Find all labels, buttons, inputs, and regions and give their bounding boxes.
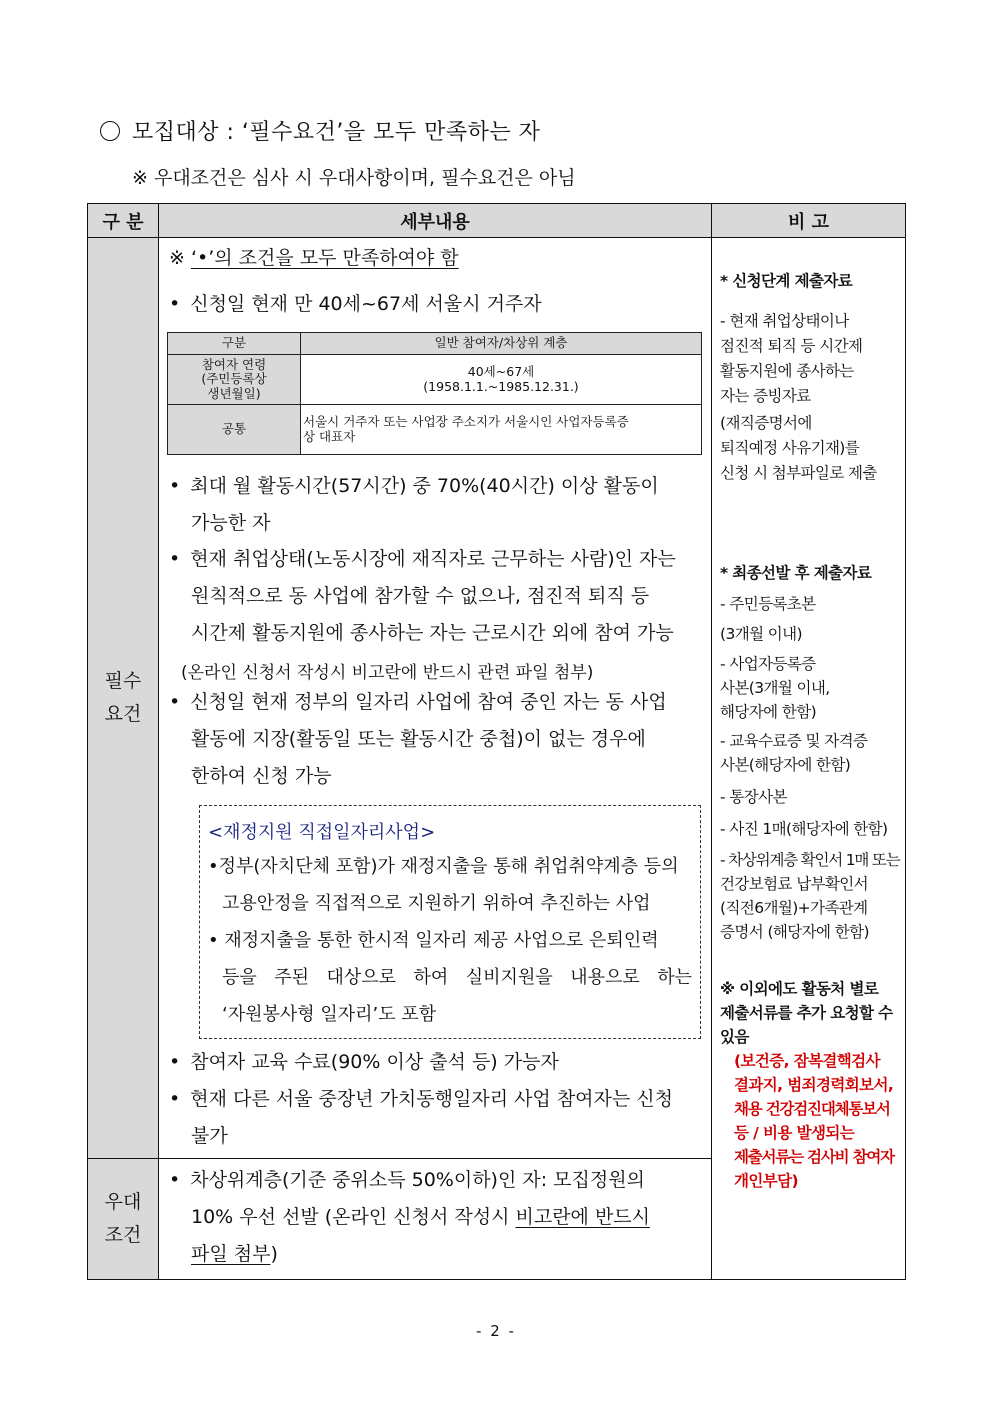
req-line-2: 가능한 자 [191,512,271,534]
box-title: <재정지원 직접일자리사업> [208,822,436,843]
pref-line-1: • 차상위계층(기준 중위소득 50%이하)인 자: 모집정원의 [169,1162,703,1199]
req-line-11: • 현재 다른 서울 중장년 가치동행일자리 사업 참여자는 신청 [169,1081,703,1118]
direct-job-project-box [199,805,701,1039]
preferred-details [159,1159,712,1280]
final-stage-title: * 최종선발 후 제출자료 [720,564,872,582]
subtable-age-value [301,355,702,405]
red-line-2: 결과지, 범죄경력회보서, [734,1076,894,1094]
final-line-3: - 사업자등록증 [720,655,816,673]
common-value-2: 상 대표자 [303,428,356,444]
subtable-common-label: 공통 [168,405,301,455]
subtable-common-value [301,405,702,455]
age-subtable [167,332,702,455]
remarks-cell [712,238,906,1280]
category-required [88,238,159,1159]
extra-line-1: ※ 이외에도 활동처 별로 [720,980,879,998]
preference-note: ※ 우대조건은 심사 시 우대사항이며, 필수요건은 아님 [132,167,576,189]
required-details [159,238,712,1159]
header-details: 세부내용 [159,204,712,238]
red-line-6: 개인부담) [734,1172,798,1190]
req-line-6: (온라인 신청서 작성시 비고란에 반드시 관련 파일 첨부) [181,663,594,683]
intro-underlined: ‘•’의 조건을 모두 만족하여야 함 [190,247,459,269]
subtable-age-label [168,355,301,405]
final-line-9: - 사진 1매(해당자에 한함) [720,820,888,838]
pref-line-3-end: ) [270,1243,278,1265]
condition-intro [169,240,703,277]
req-line-7: • 신청일 현재 정부의 일자리 사업에 참여 중인 자는 동 사업 [169,684,703,721]
req-line-4: 원칙적으로 동 사업에 참가할 수 없으나, 점진적 퇴직 등 [191,585,650,607]
apply-line-4: 자는 증빙자료 [720,387,811,405]
age-condition: • 신청일 현재 만 40세~67세 서울시 거주자 [169,286,703,323]
age-value-1: 40세~67세 [467,364,535,380]
box-line-4: 등을 주된 대상으로 하여 실비지원을 내용으로 하는 [222,967,692,988]
apply-line-2: 점진적 퇴직 등 시간제 [720,337,863,355]
age-label-1: 참여자 연령 [201,356,267,372]
age-value-2: (1958.1.1.~1985.12.31.) [423,378,579,394]
final-line-12: (직전6개월)+가족관계 [720,899,868,917]
category-preferred [88,1159,159,1280]
apply-stage-title: * 신청단계 제출자료 [720,272,853,290]
red-line-4: 등 / 비용 발생되는 [734,1124,855,1142]
box-line-5: ‘자원봉사형 일자리’도 포함 [222,1004,437,1025]
box-line-3: • 재정지출을 통한 한시적 일자리 제공 사업으로 은퇴인력 [208,930,659,951]
age-label-3: 생년월일) [207,385,261,401]
final-line-7: 사본(해당자에 한함) [720,756,851,774]
box-line-2: 고용안정을 직접적으로 지원하기 위하여 추진하는 사업 [222,893,651,914]
apply-line-6: 퇴직예정 사유기재)를 [720,439,860,457]
red-line-5: 제출서류는 검사비 참여자 [734,1148,894,1166]
header-remarks: 비 고 [712,204,906,238]
intro-prefix: ※ [169,247,191,269]
category-preferred-line1: 우대 [104,1190,142,1213]
final-line-13: 증명서 (해당자에 한함) [720,923,869,941]
requirements-table [87,203,906,1280]
final-line-1: - 주민등록초본 [720,595,816,613]
req-line-5: 시간제 활동지원에 종사하는 자는 근로시간 외에 참여 가능 [191,622,674,644]
circle-bullet-icon [100,121,120,141]
extra-line-3: 있음 [720,1028,749,1046]
final-line-6: - 교육수료증 및 자격증 [720,732,868,750]
header-category: 구 분 [88,204,159,238]
apply-line-7: 신청 시 첨부파일로 제출 [720,464,877,482]
req-line-1: • 최대 월 활동시간(57시간) 중 70%(40시간) 이상 활동이 [169,468,703,505]
red-line-3: 채용 건강검진대체통보서 [734,1100,890,1118]
apply-line-1: - 현재 취업상태이나 [720,312,849,330]
age-label-2: (주민등록상 [201,371,267,387]
page-number: - 2 - [476,1322,516,1340]
pref-line-2 [191,1199,703,1236]
final-line-11: 건강보험료 납부확인서 [720,875,869,893]
category-required-line1: 필수 [104,669,142,692]
req-line-8: 활동에 지장(활동일 또는 활동시간 중첩)이 없는 경우에 [191,728,646,750]
apply-line-5: (재직증명서에 [720,414,812,432]
req-line-12: 불가 [191,1125,228,1147]
final-line-4: 사본(3개월 이내, [720,679,830,697]
pref-line-2-plain: 10% 우선 선발 (온라인 신청서 작성시 [191,1206,516,1228]
category-preferred-line2: 조건 [104,1224,142,1246]
final-line-5: 해당자에 한함) [720,703,817,721]
pref-line-2-underlined: 비고란에 반드시 [515,1206,651,1228]
req-line-10: • 참여자 교육 수료(90% 이상 출석 등) 가능자 [169,1044,703,1081]
req-line-3: • 현재 취업상태(노동시장에 재직자로 근무하는 사람)인 자는 [169,541,703,578]
final-line-8: - 통장사본 [720,788,787,806]
subtable-header-category: 구분 [168,333,301,355]
final-line-10: - 차상위계층 확인서 1매 또는 [720,851,900,869]
pref-line-3 [191,1236,703,1273]
apply-line-3: 활동지원에 종사하는 [720,362,854,380]
box-line-1: •정부(자치단체 포함)가 재정지출을 통해 취업취약계층 등의 [208,856,679,877]
pref-line-3-underlined: 파일 첨부 [191,1243,271,1265]
subtable-header-general: 일반 참여자/차상위 계층 [301,333,702,355]
heading-text: 모집대상 : ‘필수요건’을 모두 만족하는 자 [132,120,541,145]
recruitment-target-heading [100,115,540,146]
extra-line-2: 제출서류를 추가 요청할 수 [720,1004,893,1022]
final-line-2: (3개월 이내) [720,625,802,643]
req-line-9: 한하여 신청 가능 [191,765,332,787]
category-required-line2: 요건 [104,703,142,725]
common-value-1: 서울시 거주자 또는 사업장 주소지가 서울시인 사업자등록증 [303,414,629,430]
red-line-1: (보건증, 잠복결핵검사 [734,1052,880,1070]
